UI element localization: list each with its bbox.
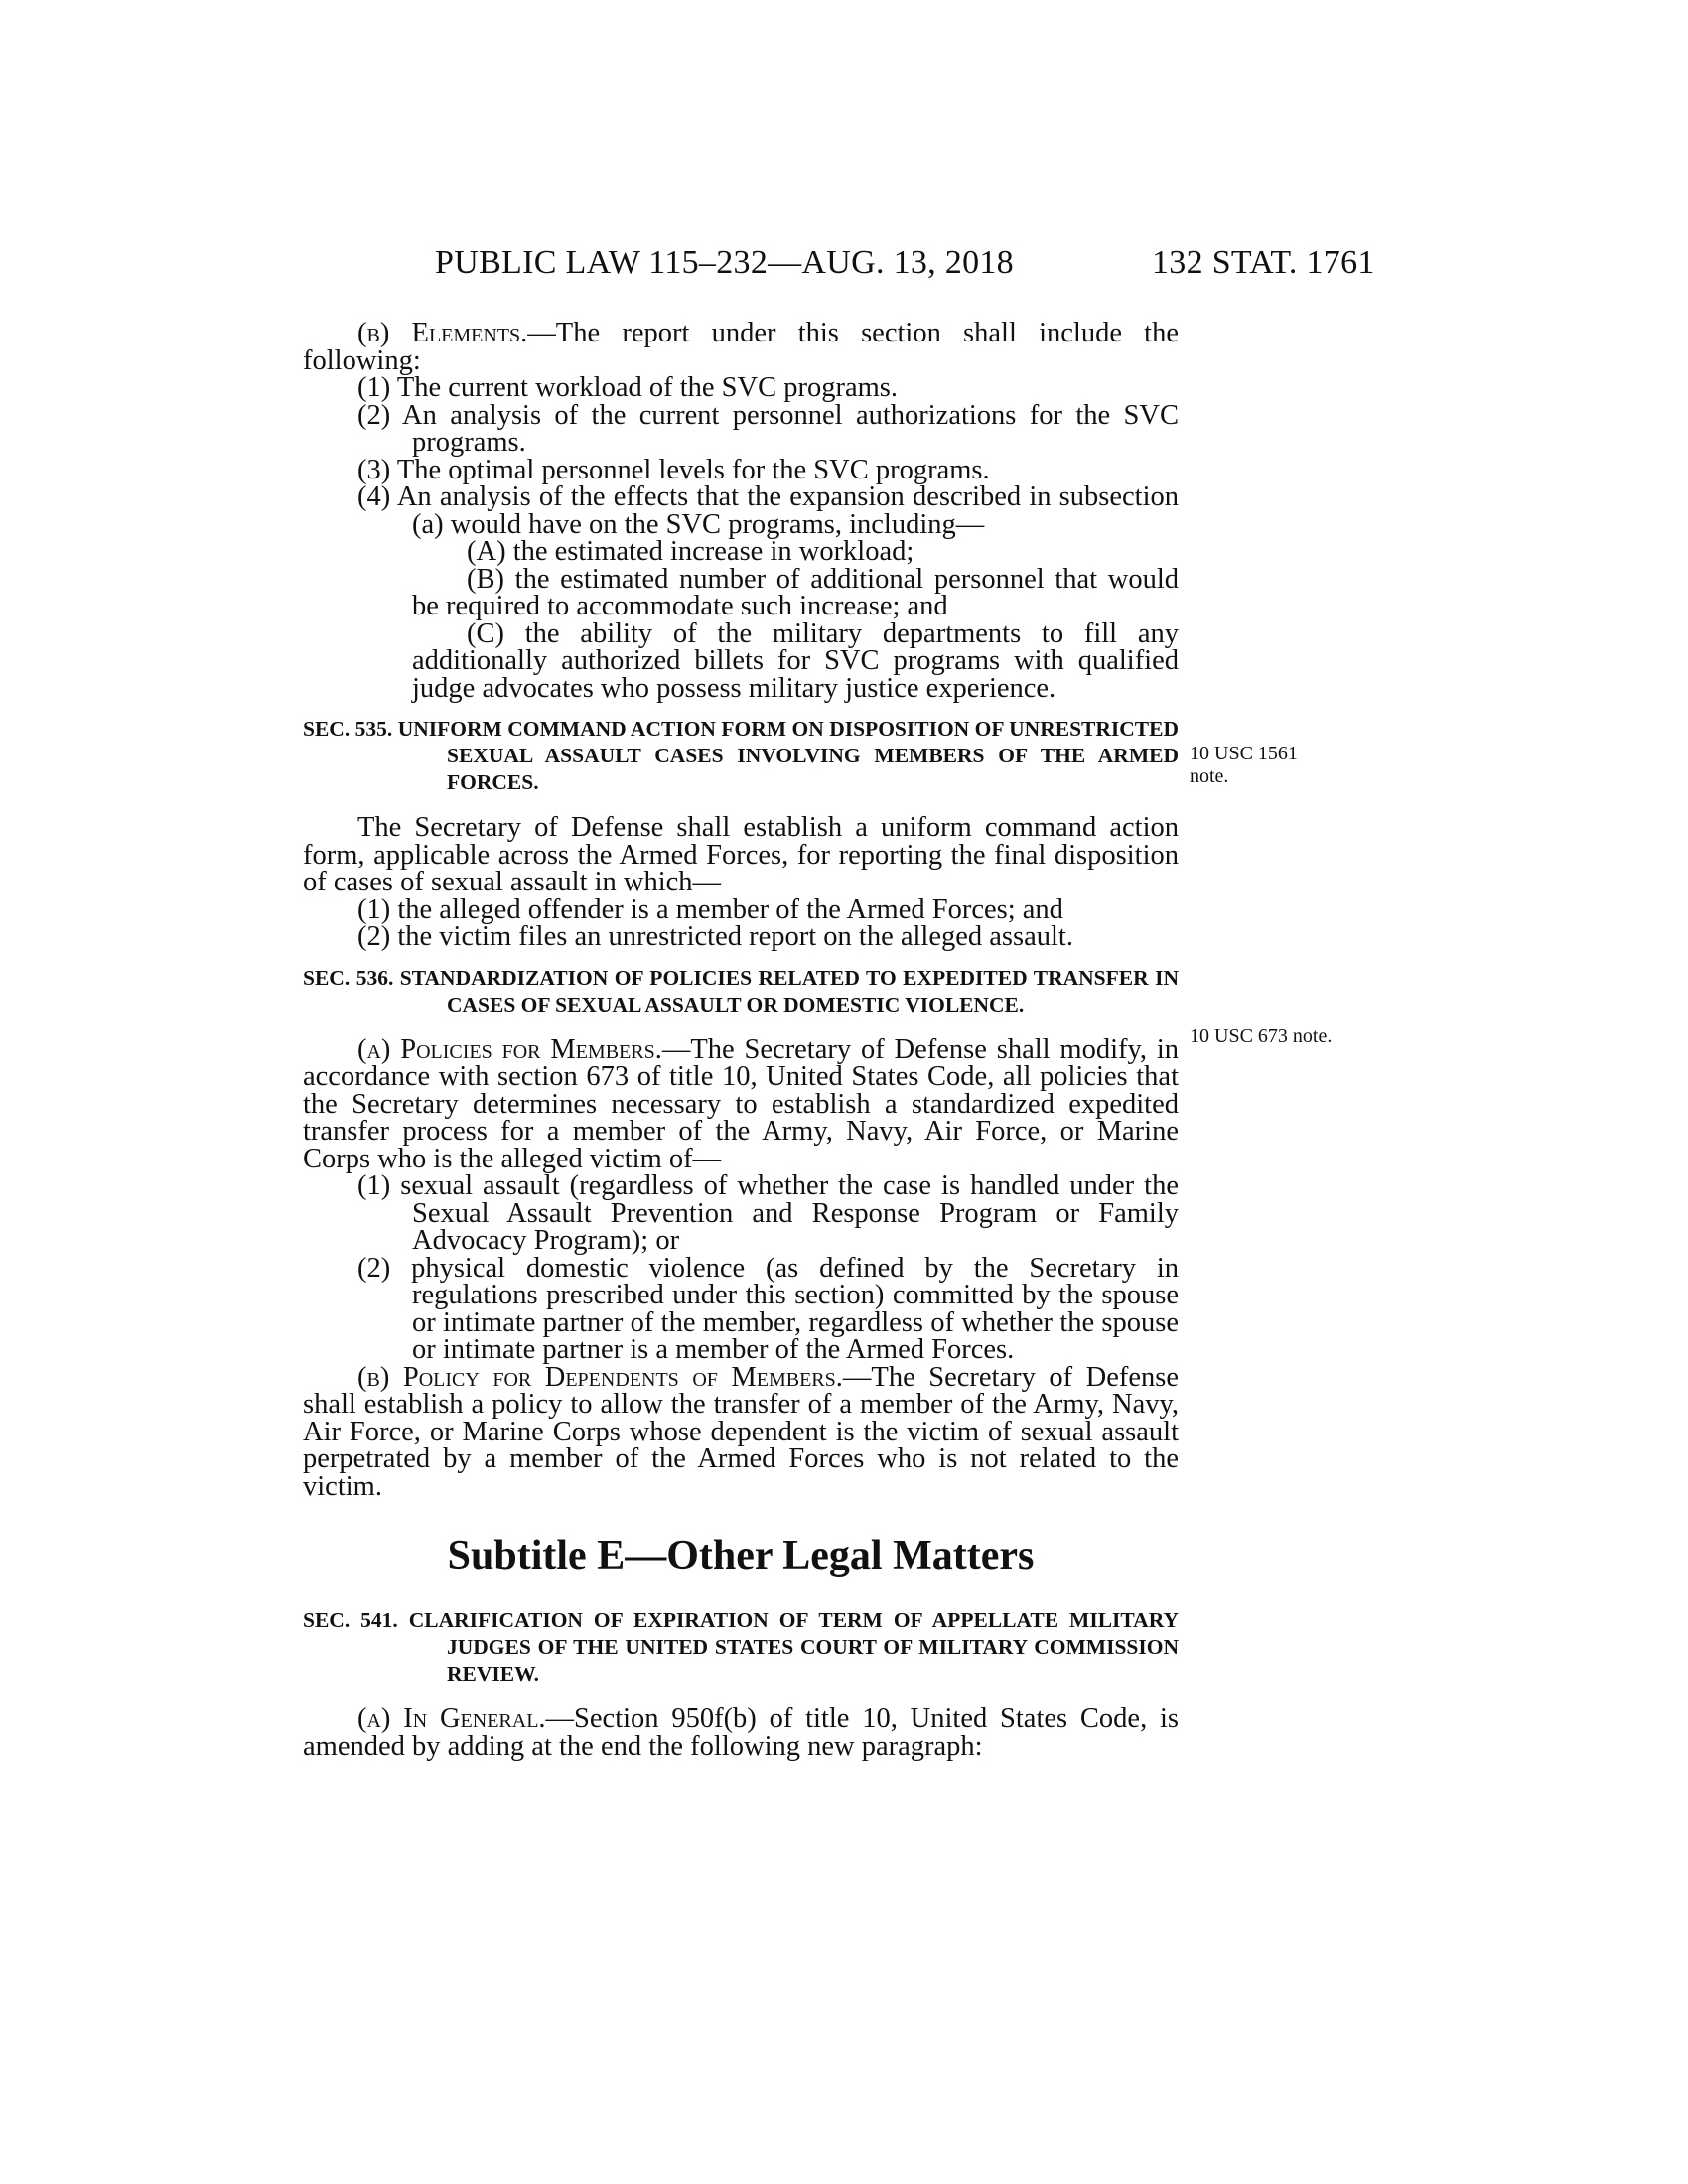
elements-item-3: (3) The optimal personnel levels for the SVC programs.	[357, 454, 990, 485]
elements-heading: (b) Elements.	[357, 318, 528, 348]
elements-subitem-a: (A) the estimated increase in workload;	[467, 536, 914, 567]
sec536-a-text: —The Secretary of Defense shall modify, in accordance with section 673 of title 10, United States Code, all policies that the Secretary determines necessary to establish a standardized expedited transfer process for a member of the Army, Navy, Air Force, or Marine Corps who is the alleged victim of—	[303, 1033, 1180, 1174]
section-535-heading: SEC. 535. UNIFORM COMMAND ACTION FORM ON DISPOSITION OF UNRESTRICTED SEXUAL ASSAULT CASES INVOLVING MEMBERS OF THE ARMED FORCES.	[303, 717, 1179, 794]
header-stat-page: 132 STAT. 1761	[1152, 244, 1375, 281]
margin-note-sec535	[1190, 743, 1398, 788]
sec541-subsection-a	[303, 1706, 1179, 1760]
sec536-subsection-a	[303, 1033, 1180, 1174]
sec536-a-item-2: (2) physical domestic violence (as defined by the Secretary in regulations prescribed under this section) committed by the spouse or intimate partner of the member, regardless of whether the spouse or intimate partner is a member of the Armed Forces.	[357, 1252, 1179, 1365]
elements-item-4: (4) An analysis of the effects that the expansion described in subsection (a) would have on the SVC programs, including—	[357, 481, 1179, 540]
sec536-a-heading: (a) Policies for Members.	[357, 1033, 662, 1065]
sec535-item-2: (2) the victim files an unrestricted report on the alleged assault.	[357, 921, 1073, 952]
running-header	[0, 244, 1688, 294]
sec536-b-text: —The Secretary of Defense shall establish a policy to allow the transfer of a member of the Army, Navy, Air Force, or Marine Corps whose dependent is the victim of sexual assault perpetrated by a member of the Armed Forces who is not related to the victim.	[303, 1361, 1179, 1502]
header-law-title: PUBLIC LAW 115–232—AUG. 13, 2018	[435, 244, 1014, 281]
elements-lead-text: —The report under this section shall include the following:	[303, 318, 1179, 376]
sec541-a-heading: (a) In General.	[357, 1704, 546, 1734]
elements-item-2: (2) An analysis of the current personnel authorizations for the SVC programs.	[357, 399, 1179, 458]
sec535-item-1: (1) the alleged offender is a member of the Armed Forces; and	[357, 893, 1063, 925]
sec535-intro: The Secretary of Defense shall establish a uniform command action form, applicable across the Armed Forces, for reporting the final disposition of cases of sexual assault in which—	[303, 812, 1179, 897]
elements-item-1: (1) The current workload of the SVC programs.	[357, 372, 899, 403]
sec536-a-item-1: (1) sexual assault (regardless of whether the case is handled under the Sexual Assault Prevention and Response Program or Family Advocacy Program); or	[357, 1170, 1179, 1256]
section-541-heading: SEC. 541. CLARIFICATION OF EXPIRATION OF TERM OF APPELLATE MILITARY JUDGES OF THE UNITED STATES COURT OF MILITARY COMMISSION REVIEW.	[303, 1608, 1179, 1686]
margin-note-sec535-line2: note.	[1190, 765, 1229, 787]
page-body	[303, 320, 1179, 1760]
subtitle-heading: Subtitle E—Other Legal Matters	[447, 1533, 1035, 1578]
margin-note-sec535-line1: 10 USC 1561	[1190, 743, 1298, 764]
sec536-subsection-b	[303, 1361, 1179, 1502]
elements-subitem-b: (B) the estimated number of additional personnel that would be required to accommodate such increase; and	[412, 563, 1179, 621]
elements-subitem-c: (C) the ability of the military departments to fill any additionally authorized billets for SVC programs with qualified judge advocates who possess military justice experience.	[412, 617, 1179, 704]
section-536-heading: SEC. 536. STANDARDIZATION OF POLICIES RELATED TO EXPEDITED TRANSFER IN CASES OF SEXUAL ASSAULT OR DOMESTIC VIOLENCE.	[303, 965, 1179, 1017]
margin-note-sec536: 10 USC 673 note.	[1190, 1025, 1333, 1047]
sec536-b-heading: (b) Policy for Dependents of Members.	[357, 1361, 843, 1393]
sec541-a-text: —Section 950f(b) of title 10, United States Code, is amended by adding at the end the following new paragraph:	[303, 1704, 1179, 1762]
elements-paragraph	[303, 320, 1179, 374]
